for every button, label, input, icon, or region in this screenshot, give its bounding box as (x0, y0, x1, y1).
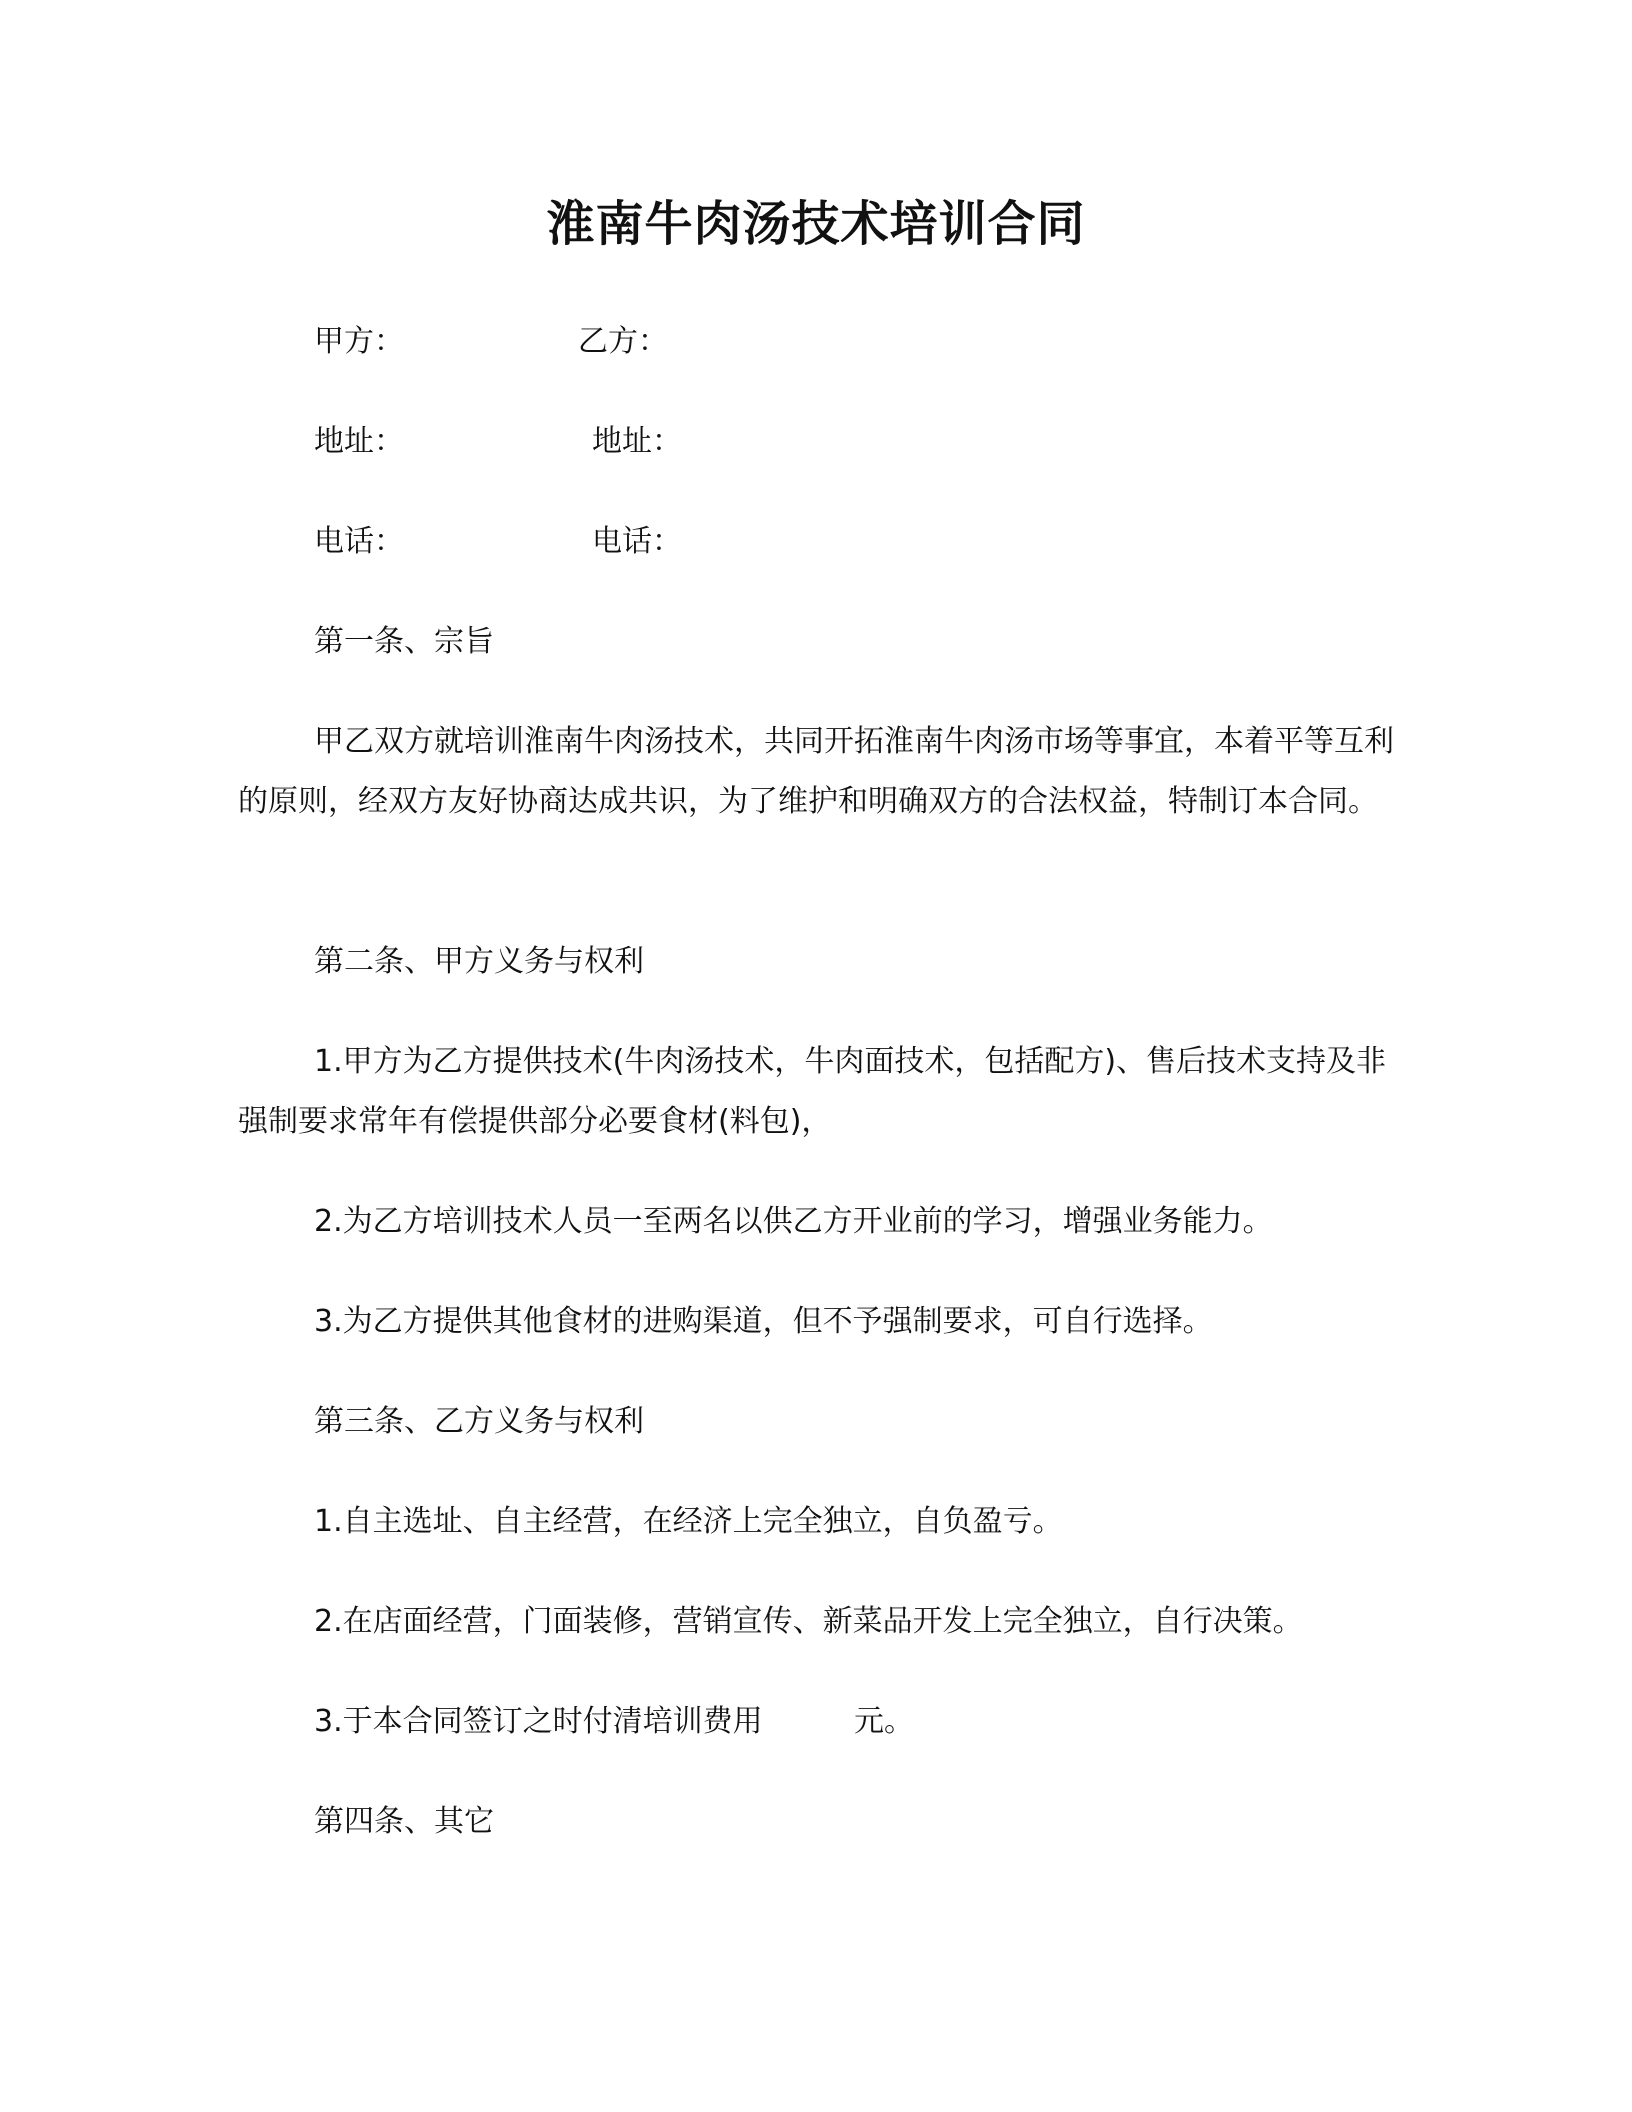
address-b-label: 地址： (592, 424, 682, 459)
article3-item3-prefix: 3.于本合同签订之时付清培训费用 (314, 1704, 763, 1739)
article3-item1: 1.自主选址、自主经营，在经济上完全独立，自负盈亏。 (314, 1504, 1063, 1539)
article2-heading: 第二条、甲方义务与权利 (314, 944, 644, 979)
article2-item1: 1.甲方为乙方提供技术(牛肉汤技术，牛肉面技术，包括配方)、售后技术支持及非强制要求常年有偿提供部分必要食材(料包)， (238, 1044, 1387, 1139)
article3-item2: 2.在店面经营，门面装修，营销宣传、新菜品开发上完全独立，自行决策。 (314, 1604, 1303, 1639)
article4-heading: 第四条、其它 (314, 1804, 494, 1839)
article3-item3-suffix: 元。 (854, 1704, 914, 1739)
address-a-label: 地址： (314, 424, 404, 459)
phone-a-label: 电话： (314, 524, 404, 559)
document-title: 淮南牛肉汤技术培训合同 (546, 196, 1086, 252)
article2-item3: 3.为乙方提供其他食材的进购渠道，但不予强制要求，可自行选择。 (314, 1304, 1213, 1339)
party-b-label: 乙方： (578, 324, 668, 359)
article3-heading: 第三条、乙方义务与权利 (314, 1404, 644, 1439)
party-a-label: 甲方： (314, 324, 404, 359)
phone-b-label: 电话： (592, 524, 682, 559)
article2-item2: 2.为乙方培训技术人员一至两名以供乙方开业前的学习，增强业务能力。 (314, 1204, 1273, 1239)
article1-text: 甲乙双方就培训淮南牛肉汤技术，共同开拓淮南牛肉汤市场等事宜，本着平等互利的原则，经双方友好协商达成共识，为了维护和明确双方的合法权益，特制订本合同。 (238, 724, 1394, 819)
article1-heading: 第一条、宗旨 (314, 624, 494, 659)
